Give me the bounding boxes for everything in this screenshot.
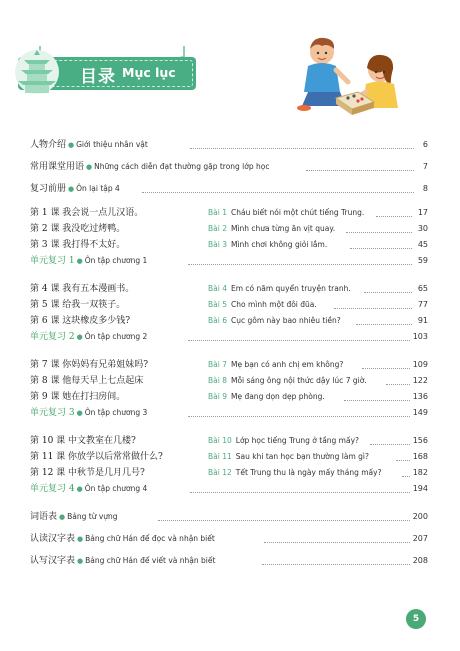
page-number: 156 xyxy=(411,434,428,448)
page-number: 45 xyxy=(416,238,428,252)
toc-entry-review-previous[interactable]: 复习前册 ● Ôn lại tập 4 8 xyxy=(30,184,428,194)
page-number: 200 xyxy=(411,510,428,524)
toc-entry-lesson-7[interactable]: 第 7 课 你妈妈有兄弟姐妹吗? Bài 7 Mẹ bạn có anh chị em không? 109 xyxy=(30,360,428,370)
page-number: 91 xyxy=(416,314,428,328)
toc-entry-lesson-3[interactable]: 第 3 课 我打得不太好。 Bài 3 Mình chơi không giỏi lắm. 45 xyxy=(30,240,428,250)
page-number: 17 xyxy=(416,206,428,220)
page-number: 208 xyxy=(411,554,428,568)
kids-playing-chess-illustration xyxy=(292,36,407,124)
toc-title-vietnamese: Mục lục xyxy=(122,65,176,80)
page-number: 59 xyxy=(416,254,428,268)
toc-entry-lesson-8[interactable]: 第 8 课 他每天早上七点起床 Bài 8 Mỗi sáng ông nội thức dậy lúc 7 giờ. 122 xyxy=(30,376,428,386)
page-number: 168 xyxy=(411,450,428,464)
toc-entry-vocabulary[interactable]: 词语表 ● Bảng từ vựng 200 xyxy=(30,512,428,522)
page-number: 30 xyxy=(416,222,428,236)
toc-entry-lesson-1[interactable]: 第 1 课 我会说一点儿汉语。 Bài 1 Cháu biết nói một chút tiếng Trung. 17 xyxy=(30,208,428,218)
toc-entry-lesson-12[interactable]: 第 12 课 中秋节是几月几号? Bài 12 Tết Trung thu là ngày mấy tháng mấy? 182 xyxy=(30,468,428,478)
page-number: 109 xyxy=(411,358,428,372)
toc-entry-lesson-10[interactable]: 第 10 课 中文教室在几楼? Bài 10 Lớp học tiếng Trung ở tầng mấy? 156 xyxy=(30,436,428,446)
toc-entry-writing-characters[interactable]: 认写汉字表 ● Bảng chữ Hán để viết và nhận biết 208 xyxy=(30,556,428,566)
page-number: 103 xyxy=(411,330,428,344)
page-number: 149 xyxy=(411,406,428,420)
page-number: 7 xyxy=(421,160,428,174)
toc-entry-lesson-6[interactable]: 第 6 课 这块橡皮多少钱? Bài 6 Cục gôm này bao nhiêu tiền? 91 xyxy=(30,316,428,326)
toc-entry-characters[interactable]: 人物介绍 ● Giới thiệu nhân vật 6 xyxy=(30,140,428,150)
page-number: 207 xyxy=(411,532,428,546)
pagoda-icon xyxy=(8,46,66,96)
toc-entry-classroom-expressions[interactable]: 常用课堂用语 ● Những cách diễn đạt thường gặp trong lớp học 7 xyxy=(30,162,428,172)
toc-entry-lesson-11[interactable]: 第 11 课 你放学以后常常做什么? Bài 11 Sau khi tan học bạn thường làm gì? 168 xyxy=(30,452,428,462)
toc-entry-lesson-5[interactable]: 第 5 课 给我一双筷子。 Bài 5 Cho mình một đôi đũa. 77 xyxy=(30,300,428,310)
page-number: 8 xyxy=(421,182,428,196)
toc-entry-unit-review-2[interactable]: 单元复习 2 ● Ôn tập chương 2 103 xyxy=(30,332,428,342)
toc-entry-lesson-9[interactable]: 第 9 课 她在打扫房间。 Bài 9 Mẹ đang dọn dẹp phòng. 136 xyxy=(30,392,428,402)
toc-title-chinese: 目录 xyxy=(80,67,116,87)
toc-entry-lesson-2[interactable]: 第 2 课 我没吃过烤鸭。 Bài 2 Mình chưa từng ăn vịt quay. 30 xyxy=(30,224,428,234)
toc-entry-unit-review-3[interactable]: 单元复习 3 ● Ôn tập chương 3 149 xyxy=(30,408,428,418)
toc-entry-unit-review-4[interactable]: 单元复习 4 ● Ôn tập chương 4 194 xyxy=(30,484,428,494)
page-number: 77 xyxy=(416,298,428,312)
page-number: 136 xyxy=(411,390,428,404)
toc-entry-reading-characters[interactable]: 认读汉字表 ● Bảng chữ Hán để đọc và nhận biết 207 xyxy=(30,534,428,544)
page-number: 122 xyxy=(411,374,428,388)
page-number: 6 xyxy=(421,138,428,152)
page-number: 65 xyxy=(416,282,428,296)
page-number: 182 xyxy=(411,466,428,480)
page-number-badge: 5 xyxy=(406,609,426,629)
toc-entry-lesson-4[interactable]: 第 4 课 我有五本漫画书。 Bài 4 Em có năm quyển truyện tranh. 65 xyxy=(30,284,428,294)
page-number: 194 xyxy=(411,482,428,496)
toc-entry-unit-review-1[interactable]: 单元复习 1 ● Ôn tập chương 1 59 xyxy=(30,256,428,266)
